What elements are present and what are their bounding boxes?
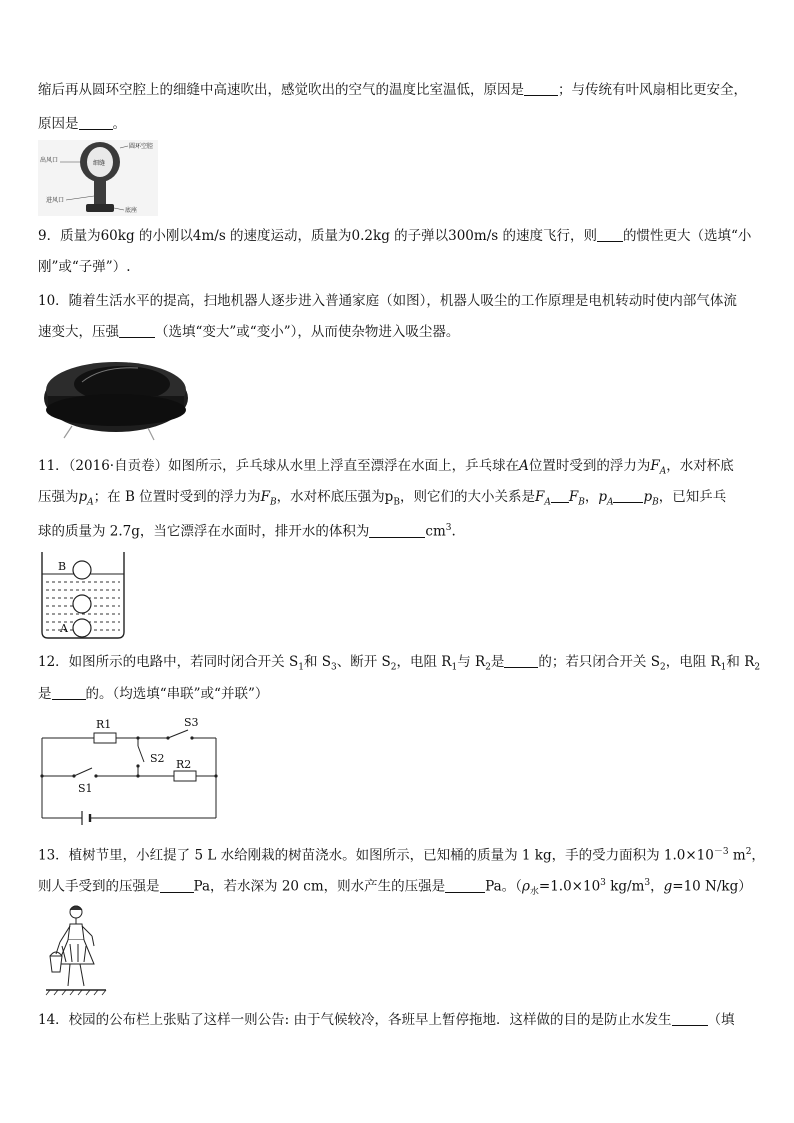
q8-line2: 原因是 。 [38, 116, 126, 132]
ball-middle [73, 595, 91, 613]
girl-bucket-figure [44, 902, 108, 998]
answer-blank[interactable] [119, 323, 155, 338]
q9-line2: 刚”或“子弹”）. [38, 259, 131, 275]
ball-b [73, 561, 91, 579]
switch-s1 [74, 768, 92, 776]
label-s2: S2 [150, 752, 165, 765]
bladeless-fan-figure [38, 140, 158, 216]
answer-blank[interactable] [369, 523, 425, 538]
answer-blank[interactable] [504, 653, 538, 668]
switch-s2 [138, 746, 144, 762]
q11-line1: 11．（2016·自贡卷）如图所示，乒乓球从水里上浮直至漂浮在水面上，乒乓球在A位置时受到的浮力为$F_A$，水对杯底 [38, 458, 734, 477]
q10-line2: 速变大，压强 （选填“变大”或“变小”），从而使杂物进入吸尘器。 [38, 324, 460, 340]
beaker-figure [38, 548, 128, 640]
q12-line2: 是 的。（均选填“串联”或“并联”） [38, 686, 269, 702]
label-inlet: 进风口 [46, 197, 65, 204]
q11-line2: 压强为$p_A$；在 B 位置时受到的浮力为$F_B$，水对杯底压强为$p_B$，则它们的大小关系是$F_A$ $F_B$，$p_A$ $p_B$，已知乒乓 [38, 489, 727, 508]
q13-line1: 13．植树节里，小红提了 5 L 水给刚栽的树苗浇水。如图所示，已知桶的质量为 1 kg，手的受力面积为 $1.0\times 10^{-3}$ $m^2$， [38, 847, 765, 864]
label-a: A [60, 622, 68, 635]
label-s1: S1 [78, 782, 93, 795]
q9-line1: 9．质量为60kg 的小刚以4m/s 的速度运动，质量为0.2kg 的子弹以300m/s 的速度飞行，则 的惯性更大（选填“小 [38, 228, 752, 244]
label-r2: R2 [176, 758, 192, 771]
resistor-r2 [174, 771, 196, 781]
ball-a [73, 619, 91, 637]
q14-line1: 14．校园的公布栏上张贴了这样一则公告: 由于气候较冷，各班早上暂停拖地．这样做的目的是防止水发生 （填 [38, 1012, 735, 1028]
q12-line1: 12．如图所示的电路中，若同时闭合开关 $S_1$和 $S_3$、断开 $S_2$，电阻 $R_1$与 $R_2$是 的；若只闭合开关 $S_2$，电阻 $R_1$和 $R_2$ [38, 654, 761, 673]
q11-line3: 球的质量为 2.7g，当它漂浮在水面时，排开水的体积为 $cm^3$. [38, 523, 456, 540]
answer-blank[interactable] [672, 1011, 708, 1026]
q13-line2: 则人手受到的压强是 Pa，若水深为 20 cm，则水产生的压强是 Pa。（$\rho_水=1.0\times 10^3$ $kg/m^3$，g=10 N/kg） [38, 878, 752, 898]
bucket-icon [50, 956, 62, 972]
label-s3: S3 [184, 716, 199, 729]
answer-blank[interactable] [52, 685, 86, 700]
label-slit: 细缝 [93, 160, 106, 167]
circuit-figure [38, 714, 220, 832]
answer-blank[interactable] [160, 878, 194, 893]
answer-blank[interactable] [524, 81, 558, 96]
q10-line1: 10．随着生活水平的提高，扫地机器人逐步进入普通家庭（如图），机器人吸尘的工作原理是电机转动时使内部气体流 [38, 293, 737, 309]
label-b: B [58, 560, 67, 573]
answer-blank[interactable] [551, 488, 569, 503]
label-r1: R1 [96, 718, 112, 731]
label-outlet: 出风口 [40, 157, 59, 164]
answer-blank[interactable] [445, 878, 485, 893]
q8-line1: 缩后再从圆环空腔上的细缝中高速吹出，感觉吹出的空气的温度比室温低，原因是 ；与传统有叶风扇相比更安全， [38, 82, 747, 98]
label-ring: 圆环空腔 [129, 143, 154, 150]
label-base: 底座 [125, 207, 138, 214]
robot-vacuum-figure [42, 352, 192, 444]
answer-blank[interactable] [613, 488, 643, 503]
answer-blank[interactable] [79, 115, 113, 130]
answer-blank[interactable] [597, 227, 623, 242]
resistor-r1 [94, 733, 116, 743]
switch-s3 [168, 730, 188, 738]
